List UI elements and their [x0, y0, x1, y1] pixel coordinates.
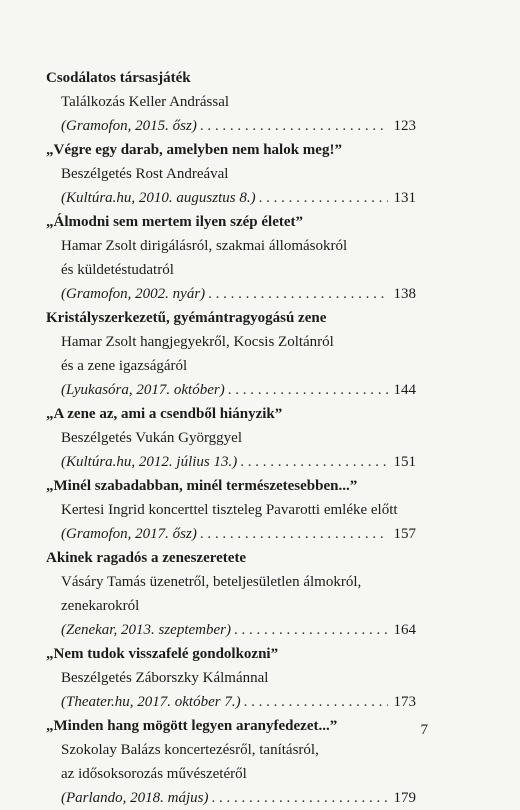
entry-source-line	[46, 378, 416, 402]
entry-subtitle: Vásáry Tamás üzenetről, beteljesületlen álmokról,	[61, 574, 362, 590]
dot-leader	[208, 282, 388, 306]
entry-subtitle: Kertesi Ingrid koncerttel tiszteleg Pavarotti emléke előtt	[61, 502, 398, 518]
entry-title: „Nem tudok visszafelé gondolkozni”	[46, 646, 279, 662]
entry-title: Csodálatos társasjáték	[46, 70, 191, 86]
entry-page: 157	[393, 526, 416, 542]
entry-source-line	[46, 450, 416, 474]
toc-entry	[46, 714, 416, 810]
entry-page: 151	[393, 454, 416, 470]
entry-source: (Theater.hu, 2017. október 7.)	[61, 694, 241, 710]
entry-source-line	[46, 522, 416, 546]
dot-leader	[240, 450, 388, 474]
entry-title: „Minden hang mögött legyen aranyfedezet...”	[46, 718, 338, 734]
entry-page: 144	[393, 382, 416, 398]
toc-entry	[46, 642, 416, 714]
entry-subtitle: Beszélgetés Rost Andreával	[61, 166, 229, 182]
entry-source: (Gramofon, 2015. ősz)	[61, 118, 197, 134]
entry-source: (Kultúra.hu, 2010. augusztus 8.)	[61, 190, 256, 206]
dot-leader	[200, 522, 388, 546]
entry-source-line	[46, 618, 416, 642]
entry-subtitle: és küldetéstudatról	[61, 262, 174, 278]
dot-leader	[244, 690, 388, 714]
entry-source: (Zenekar, 2013. szeptember)	[61, 622, 231, 638]
entry-page: 138	[393, 286, 416, 302]
entry-page: 131	[393, 190, 416, 206]
dot-leader	[228, 378, 388, 402]
entry-title: „Minél szabadabban, minél természetesebben...”	[46, 478, 358, 494]
entry-page: 179	[393, 790, 416, 806]
toc-entry	[46, 210, 416, 306]
entry-title: „Végre egy darab, amelyben nem halok meg!”	[46, 142, 342, 158]
toc-entry	[46, 546, 416, 642]
entry-title: Kristályszerkezetű, gyémántragyogású zene	[46, 310, 327, 326]
dot-leader	[200, 114, 388, 138]
entry-page: 164	[393, 622, 416, 638]
toc-entry	[46, 138, 416, 210]
entry-subtitle: zenekarokról	[61, 598, 140, 614]
dot-leader	[234, 618, 388, 642]
entry-source-line	[46, 114, 416, 138]
entry-source: (Parlando, 2018. május)	[61, 790, 209, 806]
entry-source-line	[46, 186, 416, 210]
entry-source: (Lyukasóra, 2017. október)	[61, 382, 225, 398]
entry-subtitle: Hamar Zsolt dirigálásról, szakmai állomásokról	[61, 238, 348, 254]
entry-source-line	[46, 282, 416, 306]
entry-page: 173	[393, 694, 416, 710]
dot-leader	[212, 786, 389, 810]
entry-subtitle: Szokolay Balázs koncertezésről, tanításról,	[61, 742, 319, 758]
entry-title: „A zene az, ami a csendből hiányzik”	[46, 406, 283, 422]
dot-leader	[259, 186, 388, 210]
entry-subtitle: Találkozás Keller Andrással	[61, 94, 230, 110]
entry-subtitle: Hamar Zsolt hangjegyekről, Kocsis Zoltánról	[61, 334, 334, 350]
entry-source-line	[46, 786, 416, 810]
toc-entry	[46, 66, 416, 138]
entry-subtitle: Beszélgetés Vukán Györggyel	[61, 430, 243, 446]
entry-source: (Gramofon, 2002. nyár)	[61, 286, 206, 302]
table-of-contents	[46, 66, 416, 810]
page-number: 7	[420, 722, 428, 738]
entry-source: (Gramofon, 2017. ősz)	[61, 526, 197, 542]
toc-entry	[46, 306, 416, 402]
entry-source: (Kultúra.hu, 2012. július 13.)	[61, 454, 238, 470]
entry-subtitle: és a zene igazságáról	[61, 358, 188, 374]
entry-title: Akinek ragadós a zeneszeretete	[46, 550, 247, 566]
entry-source-line	[46, 690, 416, 714]
entry-subtitle: az idősoksorozás művészetéről	[61, 766, 247, 782]
entry-title: „Álmodni sem mertem ilyen szép életet”	[46, 214, 304, 230]
toc-entry	[46, 402, 416, 474]
toc-entry	[46, 474, 416, 546]
entry-subtitle: Beszélgetés Záborszky Kálmánnal	[61, 670, 269, 686]
entry-page: 123	[393, 118, 416, 134]
